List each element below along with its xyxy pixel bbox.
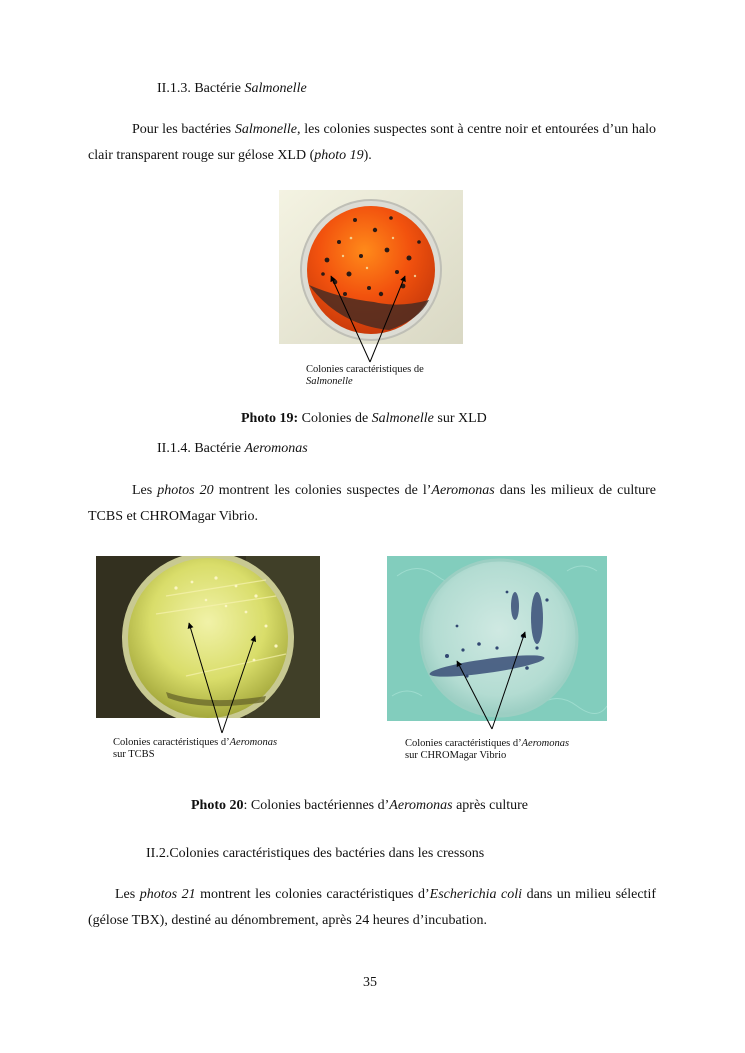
petri-dish-tcbs-image — [96, 556, 320, 718]
paragraph-salmonelle: Pour les bactéries Salmonelle, les colonies suspectes sont à centre noir et entourées d’un halo clair transparent rouge sur gélose XLD (photo 19). — [88, 122, 656, 163]
photo-aeromonas-chromagar — [387, 556, 607, 721]
section-heading-cressons: II.2.Colonies caractéristiques des bactéries dans les cressons — [146, 846, 485, 861]
photo19-annotation: Colonies caractéristiques de Salmonelle — [306, 364, 424, 387]
petri-dish-xld-image — [279, 190, 463, 344]
section-heading-salmonelle: II.1.3. Bactérie Salmonelle — [157, 81, 307, 96]
petri-dish-chromagar-image — [387, 556, 607, 721]
page-number: 35 — [363, 975, 377, 990]
photo20-caption: Photo 20: Colonies bactériennes d’Aeromonas après culture — [191, 798, 528, 813]
section-heading-aeromonas: II.1.4. Bactérie Aeromonas — [157, 441, 308, 456]
photo-salmonelle-xld — [279, 190, 463, 344]
photo19-caption: Photo 19: Colonies de Salmonelle sur XLD — [241, 411, 487, 426]
photo-aeromonas-tcbs — [96, 556, 320, 718]
photo20-right-annotation: Colonies caractéristiques d’Aeromonas sur CHROMagar Vibrio — [405, 738, 570, 761]
paragraph-aeromonas: Les photos 20 montrent les colonies suspectes de l’Aeromonas dans les milieux de culture TCBS et CHROMagar Vibrio. — [88, 483, 657, 524]
paragraph-ecoli: Les photos 21 montrent les colonies caractéristiques d’Escherichia coli dans un milieu sélectif (gélose TBX), destiné au dénombrement, après 24 heures d’incubation. — [88, 887, 656, 928]
photo20-left-annotation: Colonies caractéristiques d’Aeromonas sur TCBS — [113, 737, 278, 760]
